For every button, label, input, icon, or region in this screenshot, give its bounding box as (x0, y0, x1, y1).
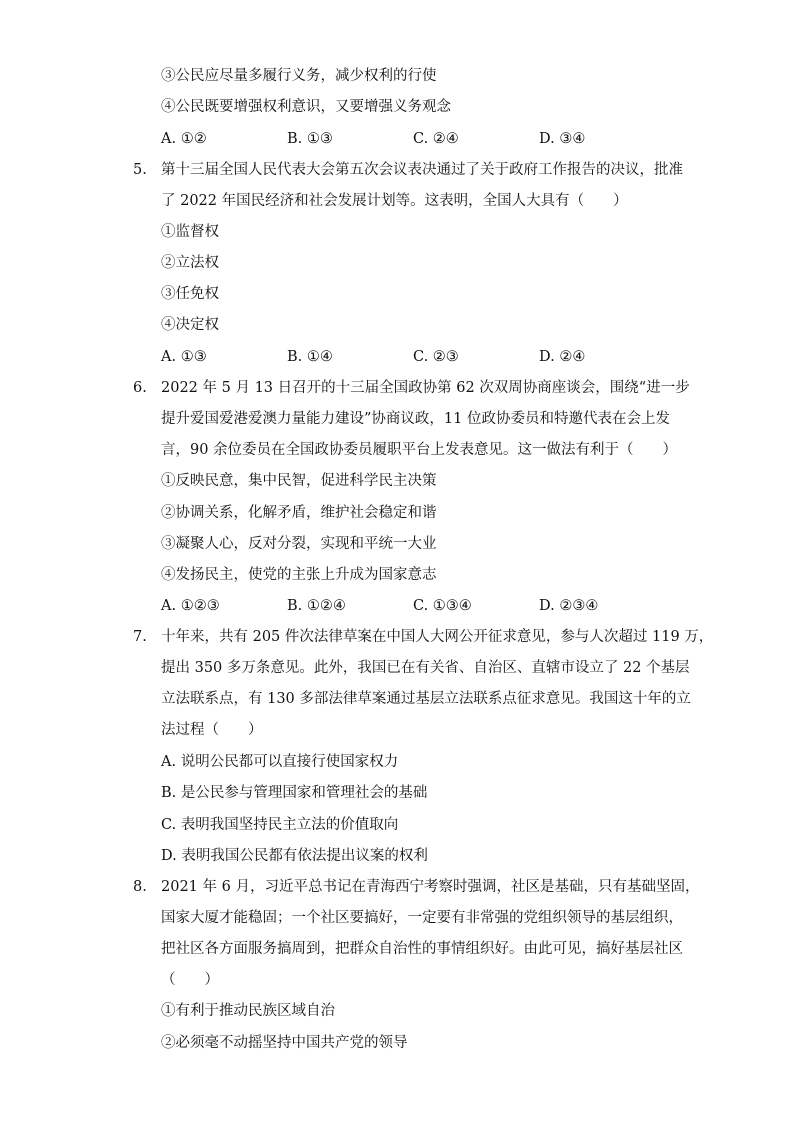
q6-item-1: ①反映民意，集中民智，促进科学民主决策 (161, 473, 437, 489)
q7-number: 7. (133, 629, 147, 645)
q5-stem-line-2: 了 2022 年国民经济和社会发展计划等。这表明，全国人大具有（ ） (161, 193, 628, 209)
q8-stem-line-1: 2021 年 6 月，习近平总书记在青海西宁考察时强调，社区是基础，只有基础坚固， (161, 879, 700, 895)
q8-number: 8. (133, 879, 147, 895)
q7-stem-line-3: 立法联系点，有 130 多部法律草案通过基层立法联系点征求意见。我国这十年的立 (161, 691, 691, 707)
q5-option-b[interactable]: B. ①④ (287, 349, 333, 365)
q6-option-b[interactable]: B. ①②④ (287, 598, 346, 614)
q4-option-a[interactable]: A. ①② (161, 131, 207, 147)
q7-stem-line-4: 法过程（ ） (161, 722, 263, 738)
q8-stem-line-3: 把社区各方面服务搞周到，把群众自治性的事情组织好。由此可见，搞好基层社区 (161, 941, 683, 957)
q4-item-3: ③公民应尽量多履行义务，减少权利的行使 (161, 68, 437, 84)
q7-choice-d[interactable]: D. 表明我国公民都有依法提出议案的权利 (161, 848, 428, 864)
q5-item-3: ③任免权 (161, 286, 219, 302)
q5-option-c[interactable]: C. ②③ (413, 349, 459, 365)
q6-stem-line-1: 2022 年 5 月 13 日召开的十三届全国政协第 62 次双周协商座谈会，围绕“进一步 (161, 380, 690, 396)
q6-item-4: ④发扬民主，使党的主张上升成为国家意志 (161, 567, 437, 583)
q6-item-3: ③凝聚人心，反对分裂，实现和平统一大业 (161, 536, 437, 552)
q7-choice-a[interactable]: A. 说明公民都可以直接行使国家权力 (161, 754, 399, 770)
q4-item-4: ④公民既要增强权利意识，又要增强义务观念 (161, 99, 451, 115)
q6-item-2: ②协调关系，化解矛盾，维护社会稳定和谐 (161, 505, 437, 521)
q8-item-2: ②必须毫不动摇坚持中国共产党的领导 (161, 1035, 408, 1051)
q7-choice-c[interactable]: C. 表明我国坚持民主立法的价值取向 (161, 817, 399, 833)
q5-options (161, 347, 681, 367)
q5-option-d[interactable]: D. ②④ (539, 349, 586, 365)
q6-option-d[interactable]: D. ②③④ (539, 598, 599, 614)
q5-option-a[interactable]: A. ①③ (161, 349, 207, 365)
q8-stem-line-2: 国家大厦才能稳固；一个社区要搞好，一定要有非常强的党组织领导的基层组织， (161, 910, 683, 926)
q8-item-1: ①有利于推动民族区域自治 (161, 1003, 335, 1019)
q8-stem-line-4: （ ） (161, 972, 219, 988)
q5-item-1: ①监督权 (161, 224, 219, 240)
q7-choice-b[interactable]: B. 是公民参与管理国家和管理社会的基础 (161, 785, 428, 801)
q4-option-b[interactable]: B. ①③ (287, 131, 333, 147)
q6-option-c[interactable]: C. ①③④ (413, 598, 472, 614)
q6-stem-line-2: 提升爱国爱港爱澳力量能力建设”协商议政，11 位政协委员和特邀代表在会上发 (161, 411, 670, 427)
q4-option-c[interactable]: C. ②④ (413, 131, 459, 147)
q6-option-a[interactable]: A. ①②③ (161, 598, 220, 614)
q6-stem-line-3: 言，90 余位委员在全国政协委员履职平台上发表意见。这一做法有利于（ ） (161, 442, 678, 458)
q6-number: 6. (133, 380, 147, 396)
q4-options (161, 129, 681, 149)
q7-stem-line-1: 十年来，共有 205 件次法律草案在中国人大网公开征求意见，参与人次超过 119 万， (161, 629, 714, 645)
q4-option-d[interactable]: D. ③④ (539, 131, 586, 147)
q7-stem-line-2: 提出 350 多万条意见。此外，我国已在有关省、自治区、直辖市设立了 22 个基层 (161, 660, 690, 676)
q5-number: 5. (133, 162, 147, 178)
q5-stem-line-1: 第十三届全国人民代表大会第五次会议表决通过了关于政府工作报告的决议，批准 (161, 162, 683, 178)
q6-options (161, 596, 681, 616)
q5-item-4: ④决定权 (161, 317, 219, 333)
q5-item-2: ②立法权 (161, 255, 219, 271)
